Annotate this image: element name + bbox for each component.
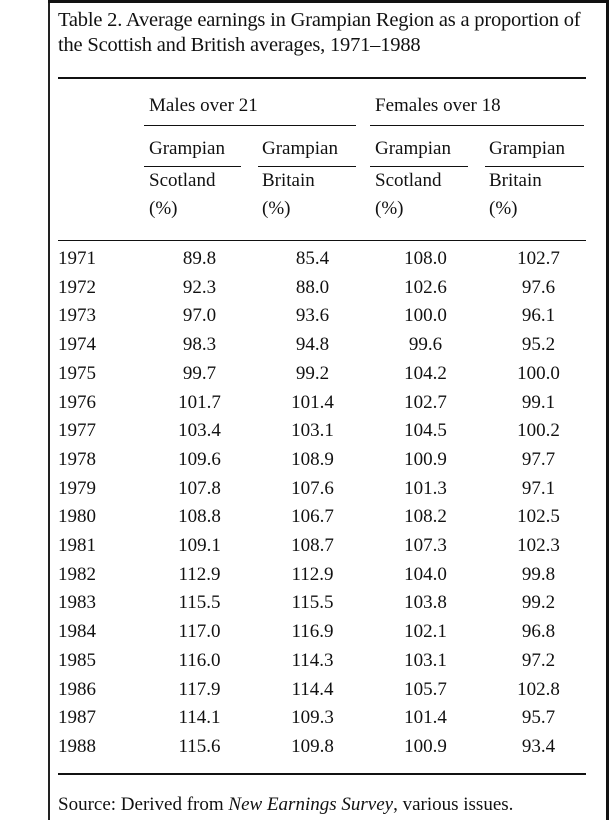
group-header-females: Females over 18 (375, 95, 501, 116)
value-cell: 104.0 (404, 563, 447, 585)
value-cell: 114.1 (178, 707, 221, 729)
value-cell: 109.3 (291, 707, 334, 729)
table-row (58, 360, 595, 389)
value-cell: 100.0 (517, 362, 560, 384)
table-row (58, 475, 595, 504)
value-cell: 97.0 (182, 305, 217, 327)
table-row (58, 302, 595, 331)
year-cell: 1978 (58, 448, 96, 470)
col-header-1-line2: Scotland (149, 170, 216, 191)
value-cell: 109.6 (178, 448, 221, 470)
table-row (58, 331, 595, 360)
table-row (58, 417, 595, 446)
value-cell: 102.8 (517, 678, 560, 700)
value-cell: 92.3 (182, 276, 217, 298)
value-cell: 100.2 (517, 420, 560, 442)
value-cell: 99.6 (408, 334, 443, 356)
year-cell: 1984 (58, 621, 96, 643)
table-row (58, 245, 595, 274)
value-cell: 99.2 (295, 362, 330, 384)
table-row (58, 503, 595, 532)
year-cell: 1979 (58, 477, 96, 499)
table-row (58, 618, 595, 647)
value-cell: 112.9 (291, 563, 334, 585)
value-cell: 102.3 (517, 535, 560, 557)
year-cell: 1971 (58, 248, 96, 269)
table-row (58, 733, 595, 762)
source-note (58, 794, 513, 816)
group-header-males: Males over 21 (149, 95, 258, 116)
col-header-1-line1: Grampian (149, 138, 225, 159)
table-row (58, 676, 595, 705)
value-cell: 115.6 (178, 735, 221, 757)
value-cell: 103.4 (178, 420, 221, 442)
value-cell: 103.1 (404, 649, 447, 671)
col-header-2-line1: Grampian (262, 138, 338, 159)
value-cell: 102.5 (517, 506, 560, 528)
col-header-4-line3: (%) (489, 198, 518, 219)
top-rule (58, 77, 586, 79)
year-cell: 1983 (58, 592, 96, 614)
year-cell: 1982 (58, 563, 96, 585)
table-row (58, 561, 595, 590)
col-header-2-line3: (%) (262, 198, 291, 219)
value-cell: 108.7 (291, 535, 334, 557)
value-cell: 96.8 (521, 621, 556, 643)
value-cell: 108.8 (178, 506, 221, 528)
value-cell: 117.9 (178, 678, 221, 700)
value-cell: 99.1 (521, 391, 556, 413)
value-cell: 108.2 (404, 506, 447, 528)
value-cell: 105.7 (404, 678, 447, 700)
col-rule-4 (485, 166, 584, 167)
year-cell: 1980 (58, 506, 96, 528)
value-cell: 115.5 (291, 592, 334, 614)
value-cell: 104.2 (404, 362, 447, 384)
col-header-2 (262, 138, 338, 220)
value-cell: 102.7 (404, 391, 447, 413)
year-cell: 1972 (58, 276, 96, 298)
value-cell: 114.3 (291, 649, 334, 671)
value-cell: 96.1 (521, 305, 556, 327)
value-cell: 95.7 (521, 707, 556, 729)
source-publication: New Earnings Survey (228, 794, 394, 815)
value-cell: 95.2 (521, 334, 556, 356)
value-cell: 99.2 (521, 592, 556, 614)
col-header-2-line2: Britain (262, 170, 315, 191)
earnings-table (58, 245, 595, 762)
value-cell: 101.4 (291, 391, 334, 413)
table-row (58, 532, 595, 561)
col-header-4 (489, 138, 565, 220)
table-row (58, 589, 595, 618)
col-header-3-line2: Scotland (375, 170, 442, 191)
value-cell: 99.8 (521, 563, 556, 585)
value-cell: 88.0 (295, 276, 330, 298)
value-cell: 112.9 (178, 563, 221, 585)
value-cell: 116.0 (178, 649, 221, 671)
col-rule-1 (144, 166, 241, 167)
year-cell: 1987 (58, 707, 96, 729)
year-cell: 1988 (58, 735, 96, 757)
value-cell: 109.8 (291, 735, 334, 757)
col-rule-3 (370, 166, 468, 167)
year-cell: 1986 (58, 678, 96, 700)
col-header-3-line3: (%) (375, 198, 404, 219)
header-bottom-rule (58, 240, 586, 241)
value-cell: 97.1 (521, 477, 556, 499)
value-cell: 117.0 (178, 621, 221, 643)
year-cell: 1974 (58, 334, 96, 356)
year-cell: 1973 (58, 305, 96, 327)
value-cell: 106.7 (291, 506, 334, 528)
col-header-1 (149, 138, 225, 220)
table-row (58, 446, 595, 475)
value-cell: 107.8 (178, 477, 221, 499)
value-cell: 115.5 (178, 592, 221, 614)
value-cell: 97.6 (521, 276, 556, 298)
value-cell: 107.6 (291, 477, 334, 499)
value-cell: 103.8 (404, 592, 447, 614)
value-cell: 109.1 (178, 535, 221, 557)
value-cell: 93.4 (521, 735, 556, 757)
year-cell: 1975 (58, 362, 96, 384)
value-cell: 102.6 (404, 276, 447, 298)
value-cell: 100.0 (404, 305, 447, 327)
col-header-3-line1: Grampian (375, 138, 451, 159)
value-cell: 98.3 (182, 334, 217, 356)
source-prefix: Source: Derived from (58, 794, 229, 815)
year-cell: 1981 (58, 535, 96, 557)
value-cell: 101.7 (178, 391, 221, 413)
table-title: Table 2. Average earnings in Grampian Region as a proportion of the Scottish and British averages, 1971–1988 (58, 9, 581, 56)
value-cell: 93.6 (295, 305, 330, 327)
year-cell: 1977 (58, 420, 96, 442)
value-cell: 100.9 (404, 735, 447, 757)
value-cell: 104.5 (404, 420, 447, 442)
source-suffix: , various issues. (393, 794, 514, 815)
value-cell: 107.3 (404, 535, 447, 557)
value-cell: 114.4 (291, 678, 334, 700)
col-header-3 (375, 138, 451, 220)
col-header-4-line1: Grampian (489, 138, 565, 159)
value-cell: 108.0 (404, 248, 447, 269)
value-cell: 103.1 (291, 420, 334, 442)
table-row (58, 647, 595, 676)
value-cell: 102.7 (517, 248, 560, 269)
value-cell: 116.9 (291, 621, 334, 643)
value-cell: 101.3 (404, 477, 447, 499)
year-cell: 1976 (58, 391, 96, 413)
value-cell: 89.8 (182, 248, 217, 269)
table-row (58, 704, 595, 733)
value-cell: 85.4 (295, 248, 330, 269)
col-header-4-line2: Britain (489, 170, 542, 191)
table-row (58, 389, 595, 418)
bottom-rule (58, 773, 586, 775)
value-cell: 102.1 (404, 621, 447, 643)
value-cell: 108.9 (291, 448, 334, 470)
col-rule-2 (258, 166, 356, 167)
group-rule-females (370, 125, 584, 126)
group-rule-males (144, 125, 356, 126)
year-cell: 1985 (58, 649, 96, 671)
value-cell: 101.4 (404, 707, 447, 729)
value-cell: 99.7 (182, 362, 217, 384)
value-cell: 100.9 (404, 448, 447, 470)
table-row (58, 274, 595, 303)
value-cell: 97.7 (521, 448, 556, 470)
value-cell: 97.2 (521, 649, 556, 671)
col-header-1-line3: (%) (149, 198, 178, 219)
value-cell: 94.8 (295, 334, 330, 356)
